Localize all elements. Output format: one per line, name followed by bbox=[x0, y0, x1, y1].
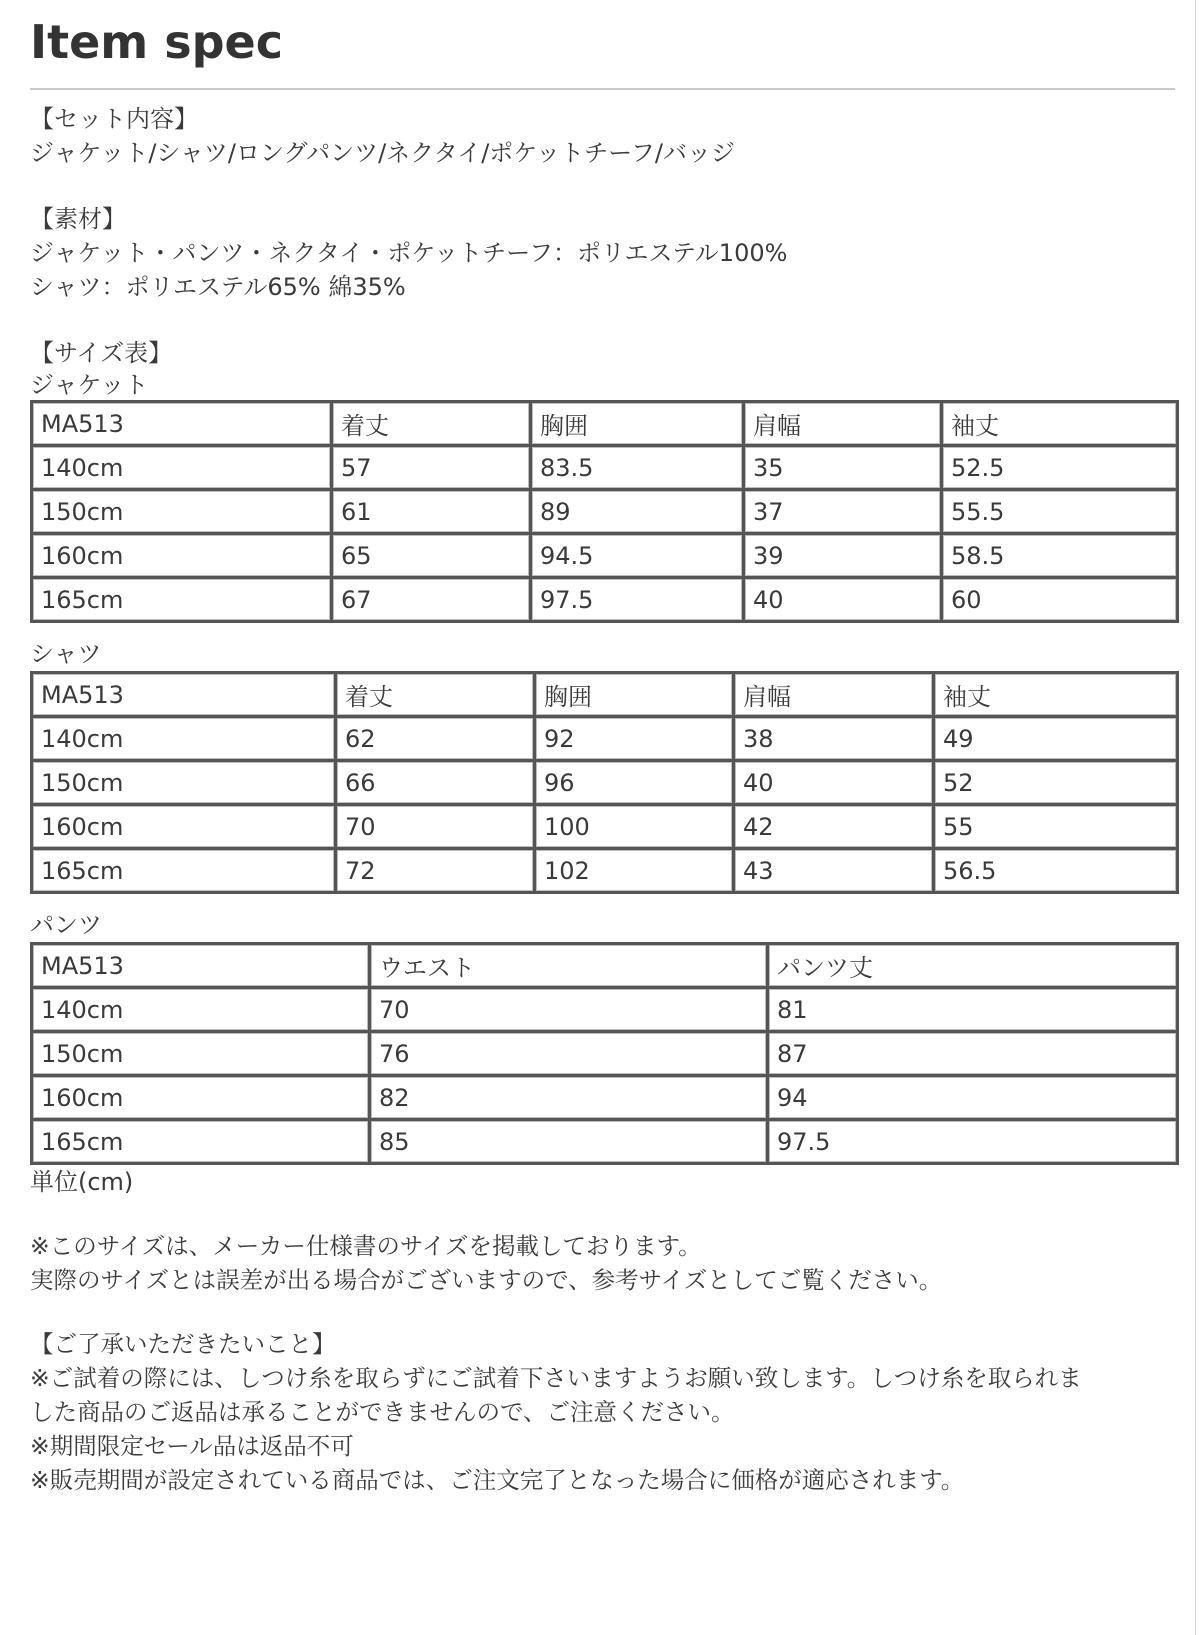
right-divider bbox=[1195, 0, 1196, 1635]
table-cell: 100 bbox=[535, 805, 734, 849]
table-cell: 72 bbox=[336, 849, 535, 893]
notice-label: 【ご了承いただきたいこと】 bbox=[30, 1330, 336, 1358]
table-cell: MA513 bbox=[32, 402, 332, 446]
table-cell: パンツ丈 bbox=[768, 944, 1178, 988]
table-cell: 着丈 bbox=[332, 402, 531, 446]
table-cell: 37 bbox=[744, 490, 942, 534]
table-cell: 55 bbox=[934, 805, 1178, 849]
table-cell: 58.5 bbox=[942, 534, 1178, 578]
table-cell: 165cm bbox=[32, 849, 336, 893]
table-cell: 60 bbox=[942, 578, 1178, 622]
table-cell: 97.5 bbox=[768, 1120, 1178, 1164]
table-cell: 70 bbox=[370, 988, 768, 1032]
notice-line: ※ご試着の際には、しつけ糸を取らずにご試着下さいますようお願い致します。しつけ糸を取られま bbox=[30, 1364, 1082, 1392]
table-cell: 66 bbox=[336, 761, 535, 805]
table-cell: 102 bbox=[535, 849, 734, 893]
table-row bbox=[32, 446, 1178, 490]
table-row bbox=[32, 578, 1178, 622]
table-row bbox=[32, 988, 1178, 1032]
table-cell: 97.5 bbox=[531, 578, 744, 622]
table-cell: 胸囲 bbox=[535, 673, 734, 717]
note-line: ※このサイズは、メーカー仕様書のサイズを掲載しております。 bbox=[30, 1232, 702, 1260]
table-cell: 62 bbox=[336, 717, 535, 761]
table-row bbox=[32, 849, 1178, 893]
set-contents-text: ジャケット/シャツ/ロングパンツ/ネクタイ/ポケットチーフ/バッジ bbox=[30, 139, 735, 167]
size-note bbox=[30, 1229, 1175, 1297]
material-line: ジャケット・パンツ・ネクタイ・ポケットチーフ：ポリエステル100% bbox=[30, 239, 788, 267]
table-cell: 57 bbox=[332, 446, 531, 490]
table-cell: 胸囲 bbox=[531, 402, 744, 446]
table-cell: 89 bbox=[531, 490, 744, 534]
table-header-row bbox=[32, 944, 1178, 988]
notice-line: ※期間限定セール品は返品不可 bbox=[30, 1432, 354, 1460]
table-cell: 81 bbox=[768, 988, 1178, 1032]
table-cell: 40 bbox=[734, 761, 934, 805]
pants-caption: パンツ bbox=[30, 911, 102, 939]
table-cell: 140cm bbox=[32, 988, 370, 1032]
table-cell: 55.5 bbox=[942, 490, 1178, 534]
table-cell: 39 bbox=[744, 534, 942, 578]
table-cell: 76 bbox=[370, 1032, 768, 1076]
table-cell: 150cm bbox=[32, 490, 332, 534]
table-cell: 150cm bbox=[32, 761, 336, 805]
table-cell: 52.5 bbox=[942, 446, 1178, 490]
table-cell: 87 bbox=[768, 1032, 1178, 1076]
table-cell: 94.5 bbox=[531, 534, 744, 578]
table-cell: 165cm bbox=[32, 1120, 370, 1164]
set-contents-label: 【セット内容】 bbox=[30, 105, 198, 133]
notice-line: ※販売期間が設定されている商品では、ご注文完了となった場合に価格が適応されます。 bbox=[30, 1466, 965, 1494]
table-cell: 52 bbox=[934, 761, 1178, 805]
table-cell: 85 bbox=[370, 1120, 768, 1164]
shirt-caption: シャツ bbox=[30, 640, 102, 668]
size-table-label: 【サイズ表】 bbox=[30, 339, 173, 367]
table-row bbox=[32, 717, 1178, 761]
table-cell: ウエスト bbox=[370, 944, 768, 988]
table-cell: 83.5 bbox=[531, 446, 744, 490]
table-cell: 43 bbox=[734, 849, 934, 893]
item-spec-section bbox=[30, 0, 1175, 1497]
table-row bbox=[32, 1032, 1178, 1076]
table-cell: 肩幅 bbox=[734, 673, 934, 717]
note-line: 実際のサイズとは誤差が出る場合がございますので、参考サイズとしてご覧ください。 bbox=[30, 1266, 943, 1294]
table-cell: 65 bbox=[332, 534, 531, 578]
table-cell: 140cm bbox=[32, 717, 336, 761]
unit-note: 単位(cm) bbox=[30, 1168, 134, 1196]
table-row bbox=[32, 534, 1178, 578]
table-cell: 82 bbox=[370, 1076, 768, 1120]
table-cell: 袖丈 bbox=[934, 673, 1178, 717]
table-cell: 38 bbox=[734, 717, 934, 761]
jacket-caption: ジャケット bbox=[30, 371, 149, 399]
table-row bbox=[32, 1120, 1178, 1164]
table-header-row bbox=[32, 673, 1178, 717]
table-cell: 96 bbox=[535, 761, 734, 805]
table-cell: 袖丈 bbox=[942, 402, 1178, 446]
table-cell: 35 bbox=[744, 446, 942, 490]
notice-section bbox=[30, 1327, 1175, 1497]
table-cell: 着丈 bbox=[336, 673, 535, 717]
table-cell: 160cm bbox=[32, 805, 336, 849]
table-cell: 160cm bbox=[32, 534, 332, 578]
table-cell: 160cm bbox=[32, 1076, 370, 1120]
table-row bbox=[32, 490, 1178, 534]
page-title: Item spec bbox=[30, 0, 1175, 90]
table-header-row bbox=[32, 402, 1178, 446]
table-cell: 56.5 bbox=[934, 849, 1178, 893]
table-cell: 92 bbox=[535, 717, 734, 761]
table-row bbox=[32, 805, 1178, 849]
table-cell: MA513 bbox=[32, 944, 370, 988]
jacket-size-table bbox=[30, 400, 1179, 623]
table-cell: 165cm bbox=[32, 578, 332, 622]
table-row bbox=[32, 761, 1178, 805]
table-row bbox=[32, 1076, 1178, 1120]
material-line: シャツ：ポリエステル65% 綿35% bbox=[30, 273, 406, 301]
table-cell: 150cm bbox=[32, 1032, 370, 1076]
shirt-size-table bbox=[30, 671, 1179, 894]
table-cell: 61 bbox=[332, 490, 531, 534]
table-cell: 肩幅 bbox=[744, 402, 942, 446]
table-cell: 67 bbox=[332, 578, 531, 622]
table-cell: 70 bbox=[336, 805, 535, 849]
pants-size-table bbox=[30, 942, 1179, 1165]
table-cell: 94 bbox=[768, 1076, 1178, 1120]
material-label: 【素材】 bbox=[30, 205, 126, 233]
table-cell: 42 bbox=[734, 805, 934, 849]
table-cell: MA513 bbox=[32, 673, 336, 717]
notice-line: した商品のご返品は承ることができませんので、ご注意ください。 bbox=[30, 1398, 735, 1426]
table-cell: 40 bbox=[744, 578, 942, 622]
table-cell: 140cm bbox=[32, 446, 332, 490]
table-cell: 49 bbox=[934, 717, 1178, 761]
